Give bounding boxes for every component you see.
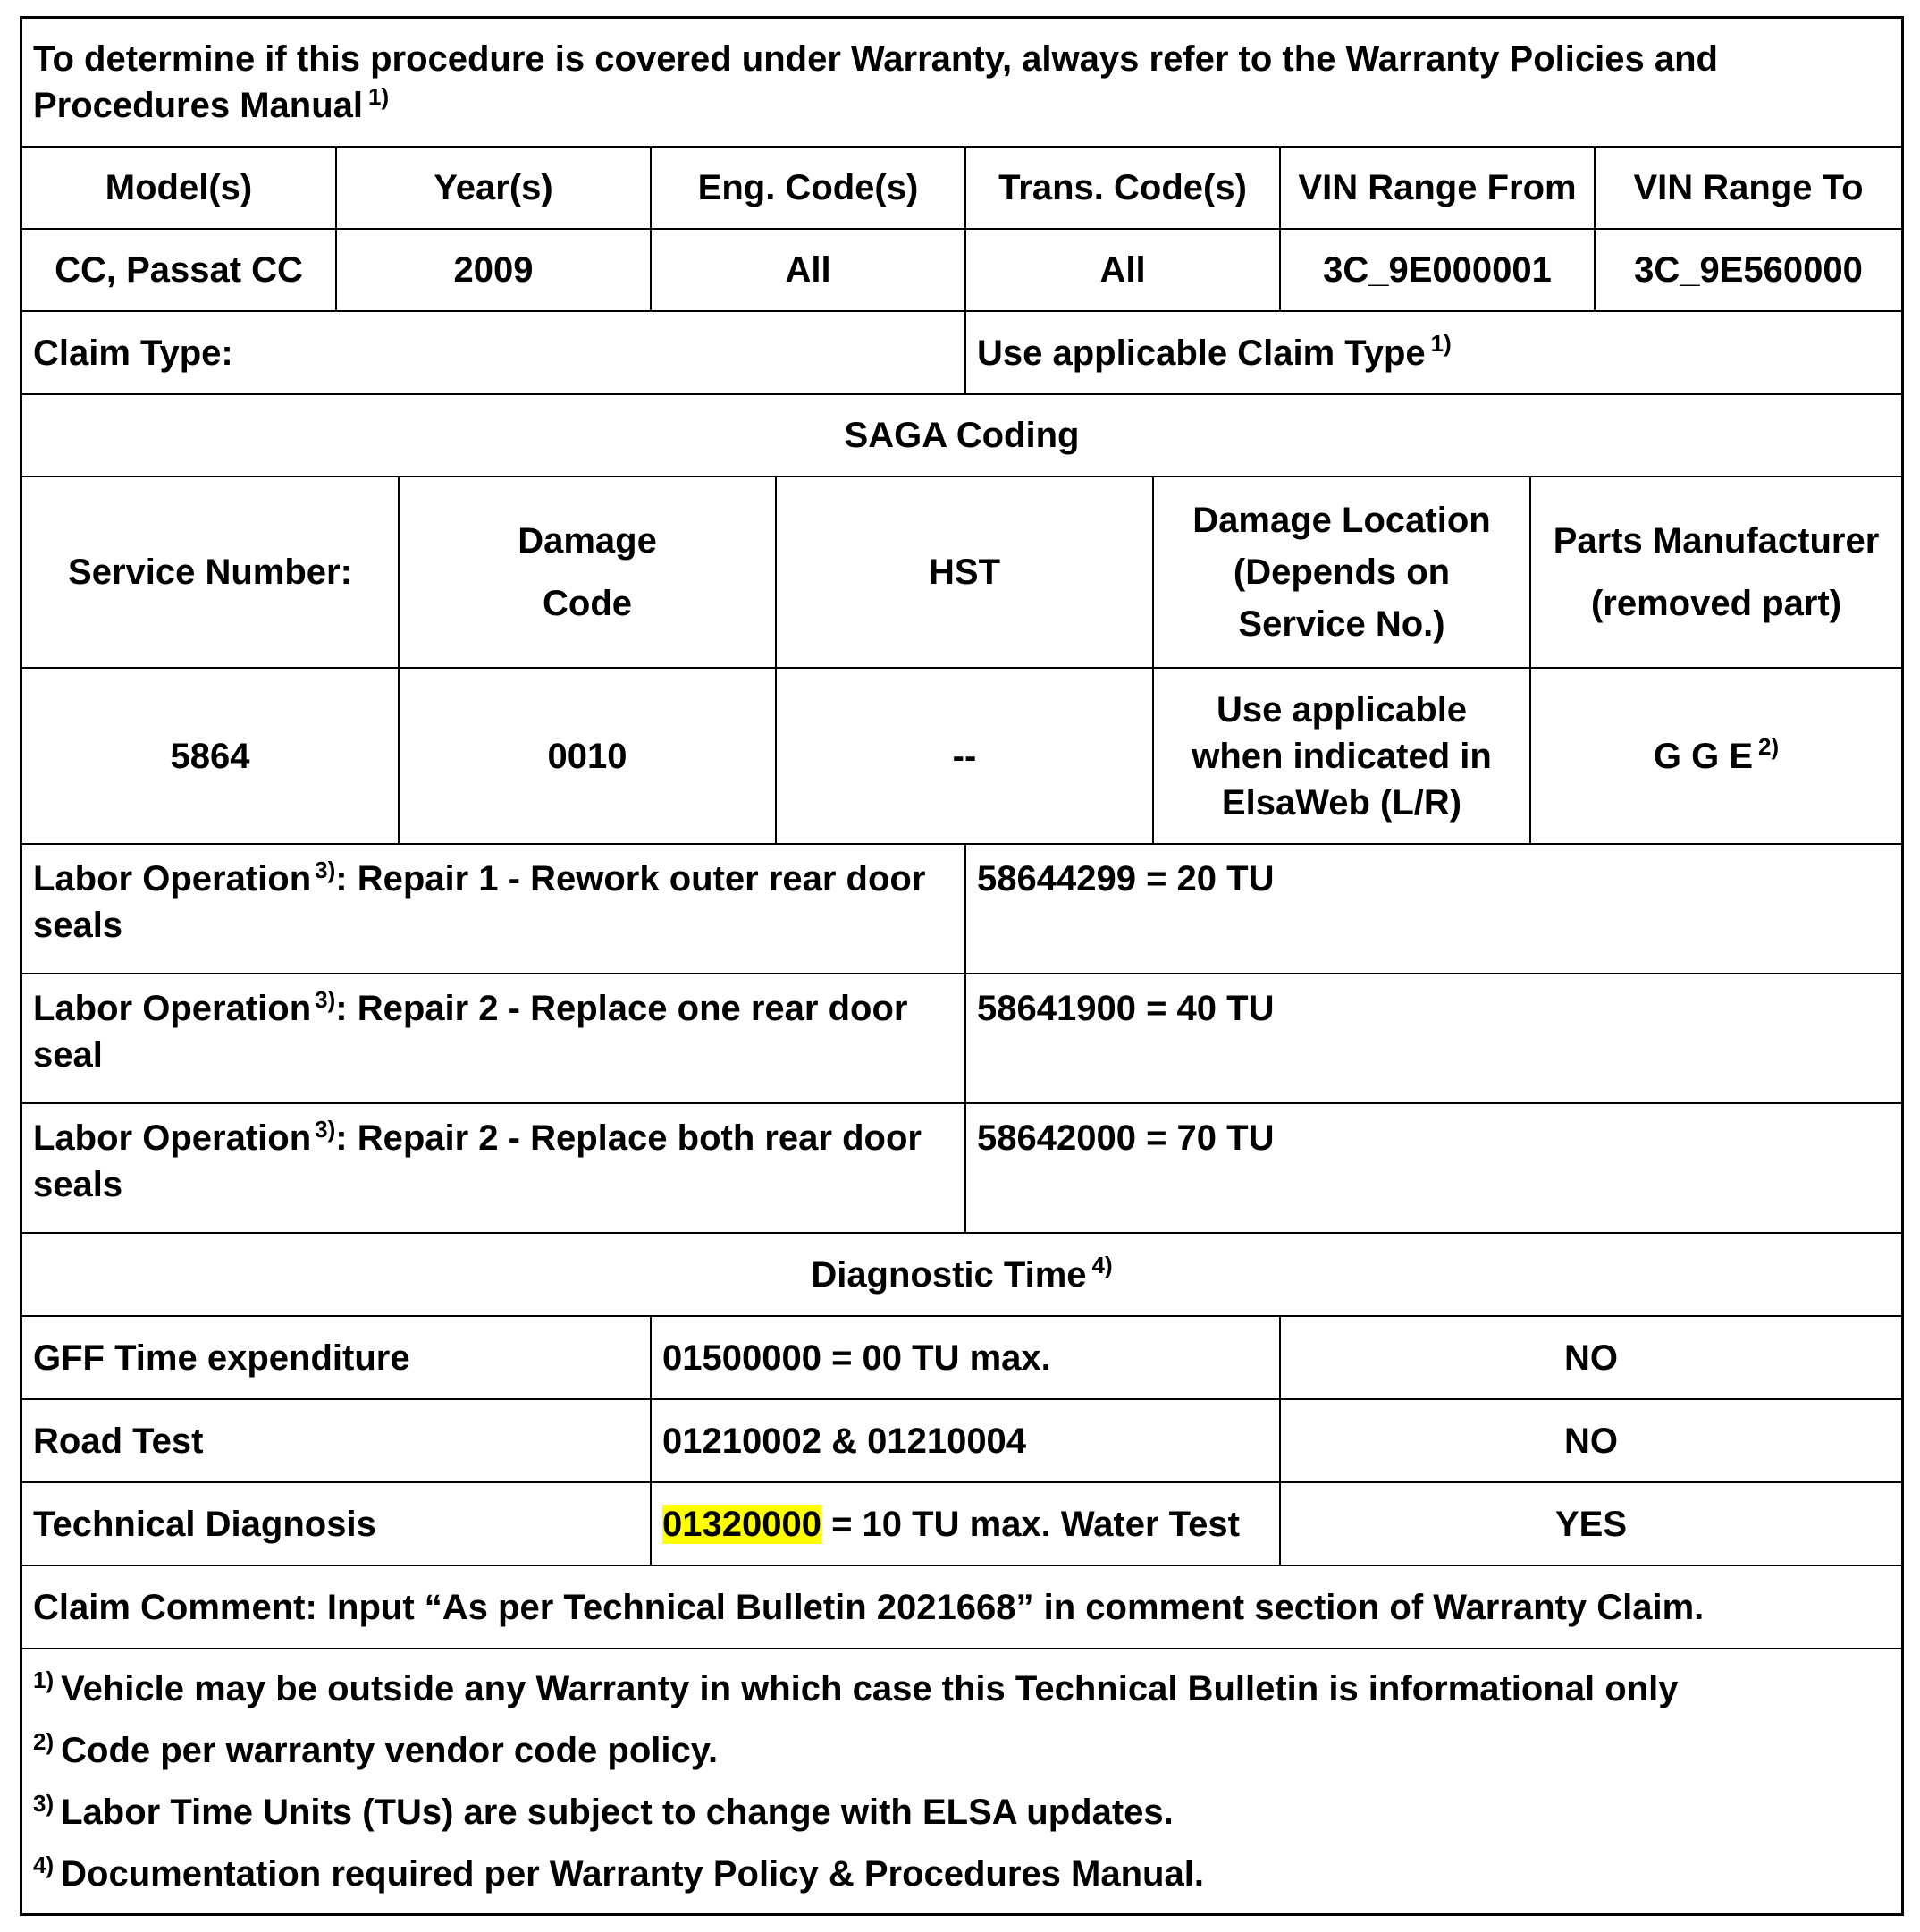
claim-type-value: Use applicable Claim Type $^{1)}$ [977, 330, 1452, 373]
highlighted-labor-code: 01320000 [662, 1504, 821, 1544]
diagnostic-row-1 [22, 1317, 1901, 1400]
saga-header-damage-code: Damage Code [400, 477, 777, 667]
claim-comment-row [22, 1566, 1901, 1649]
diagnostic-2-answer: NO [1564, 1421, 1618, 1461]
diagnostic-row-3 [22, 1483, 1901, 1566]
labor-row-3 [22, 1104, 1901, 1234]
diagnostic-3-code: 01320000 = 10 TU max. Water Test [652, 1483, 1281, 1565]
saga-header-damage-location: Damage Location (Depends on Service No.) [1154, 477, 1531, 667]
labor-row-2 [22, 974, 1901, 1104]
footnote-4: $^{4)}$ Documentation required per Warranty Policy & Procedures Manual. [33, 1851, 1204, 1894]
header-vin-to: VIN Range To [1633, 168, 1864, 207]
saga-header-parts-manufacturer: Parts Manufacturer (removed part) [1553, 521, 1880, 623]
header-models: Model(s) [22, 148, 337, 228]
saga-header-hst: HST [777, 477, 1154, 667]
saga-title: SAGA Coding [844, 416, 1080, 455]
value-eng-codes: All [652, 230, 966, 310]
labor-op-2-description: Labor Operation $^{3)}$: Repair 2 - Replace one rear door seal [22, 974, 966, 1102]
warranty-table [20, 16, 1904, 1916]
diagnostic-2-label: Road Test [22, 1400, 652, 1481]
vehicle-values-row [22, 230, 1901, 312]
labor-op-2-code: 58641900 = 40 TU [977, 989, 1275, 1028]
vehicle-header-row [22, 148, 1901, 230]
footnote-1: $^{1)}$ Vehicle may be outside any Warranty in which case this Technical Bulletin is informational only [33, 1666, 1679, 1708]
header-trans-codes: Trans. Code(s) [966, 148, 1281, 228]
value-vin-to: 3C_9E560000 [1634, 250, 1863, 290]
saga-value-service-number: 5864 [22, 669, 400, 843]
labor-op-1-description: Labor Operation $^{3)}$: Repair 1 - Rework outer rear door seals [22, 845, 966, 973]
saga-value-parts-manufacturer: G G E $^{2)}$ [1653, 733, 1780, 776]
value-years: 2009 [337, 230, 652, 310]
claim-type-row [22, 312, 1901, 395]
header-vin-from: VIN Range From [1281, 148, 1596, 228]
labor-op-3-description: Labor Operation $^{3)}$: Repair 2 - Replace both rear door seals [22, 1104, 966, 1232]
header-eng-codes: Eng. Code(s) [652, 148, 966, 228]
labor-op-3-code: 58642000 = 70 TU [977, 1118, 1275, 1158]
diagnostic-1-code: 01500000 = 00 TU max. [652, 1317, 1281, 1398]
claim-type-label: Claim Type: [22, 312, 966, 393]
labor-op-1-code: 58644299 = 20 TU [977, 859, 1275, 899]
diagnostic-row-2 [22, 1400, 1901, 1483]
saga-value-hst: -- [777, 669, 1154, 843]
diagnostic-title: Diagnostic Time $^{4)}$ [811, 1252, 1113, 1295]
diagnostic-3-answer: YES [1554, 1504, 1628, 1544]
saga-value-damage-location: Use applicable when indicated in ElsaWeb (L/R) [1154, 669, 1531, 843]
intro-text: To determine if this procedure is covered under Warranty, always refer to the Warranty Policies and Procedures Manual $^{1)}$ [33, 39, 1718, 125]
diagnostic-1-answer: NO [1564, 1337, 1618, 1378]
value-vin-from: 3C_9E000001 [1281, 230, 1596, 310]
value-models: CC, Passat CC [22, 230, 337, 310]
diagnostic-title-row [22, 1234, 1901, 1317]
footnote-3: $^{3)}$ Labor Time Units (TUs) are subject to change with ELSA updates. [33, 1789, 1174, 1832]
footnote-2: $^{2)}$ Code per warranty vendor code policy. [33, 1727, 719, 1770]
footnotes [22, 1649, 1901, 1913]
saga-values-row [22, 669, 1901, 845]
diagnostic-1-label: GFF Time expenditure [22, 1317, 652, 1398]
claim-comment: Claim Comment: Input “As per Technical Bulletin 2021668” in comment section of Warranty Claim. [33, 1587, 1705, 1627]
labor-row-1 [22, 845, 1901, 974]
saga-header-row [22, 477, 1901, 669]
intro-row [22, 19, 1901, 148]
saga-header-service-number: Service Number: [22, 477, 400, 667]
saga-title-row [22, 395, 1901, 477]
diagnostic-3-label: Technical Diagnosis [22, 1483, 652, 1565]
value-trans-codes: All [966, 230, 1281, 310]
diagnostic-2-code: 01210002 & 01210004 [652, 1400, 1281, 1481]
header-years: Year(s) [337, 148, 652, 228]
saga-value-damage-code: 0010 [400, 669, 777, 843]
